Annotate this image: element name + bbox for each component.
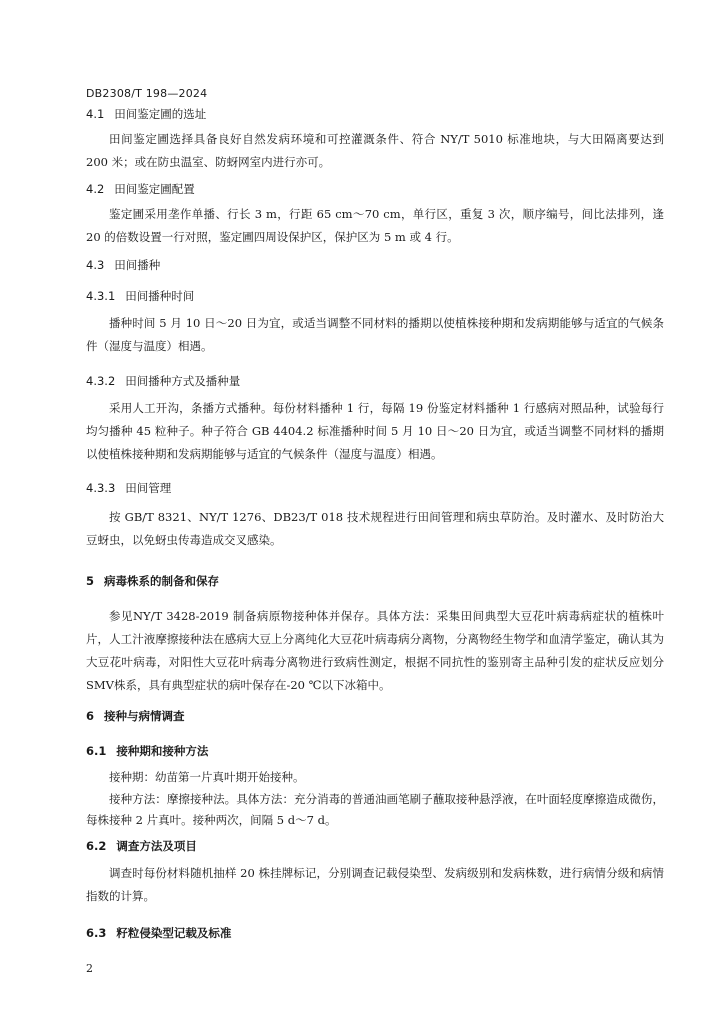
heading-6-2 [86, 838, 197, 854]
heading-4-1 [86, 106, 206, 122]
heading-number: 4.3.3 [86, 481, 116, 495]
heading-title: 田间播种方式及播种量 [125, 374, 241, 388]
heading-title: 接种期和接种方法 [116, 744, 209, 758]
heading-title: 接种与病情调查 [104, 709, 185, 723]
paragraph-6-1-period: 接种期：幼苗第一片真叶期开始接种。 [109, 770, 305, 784]
heading-5 [86, 573, 219, 589]
heading-number: 4.3.2 [86, 374, 116, 388]
heading-number: 6.2 [86, 839, 107, 853]
heading-6-1 [86, 743, 208, 759]
paragraph-5: 参见NY/T 3428-2019 制备病原物接种体并保存。具体方法：采集田间典型大豆花叶病毒病症状的植株叶片，人工汁液摩擦接种法在感病大豆上分离纯化大豆花叶病毒病分离物，分离物经生物学和血清学鉴定，确认其为大豆花叶病毒，对阳性大豆花叶病毒分离物进行致病性测定，根据不同抗性的鉴别寄主品种引发的症状反应划分SMV株系，具有典型症状的病叶保存在-20 ℃以下冰箱中。 [86, 609, 664, 692]
heading-number: 6 [86, 709, 95, 723]
document-code: DB2308/T 198—2024 [86, 87, 208, 100]
heading-number: 4.3.1 [86, 289, 116, 303]
paragraph-4-3-3: 按 GB/T 8321、NY/T 1276、DB23/T 018 技术规程进行田间管理和病虫草防治。及时灌水、及时防治大豆蚜虫，以免蚜虫传毒造成交叉感染。 [86, 510, 664, 547]
heading-title: 田间播种 [114, 258, 161, 272]
heading-title: 田间管理 [125, 481, 172, 495]
paragraph-6-2: 调查时每份材料随机抽样 20 株挂牌标记，分别调查记载侵染型、发病级别和发病株数，进行病情分级和病情指数的计算。 [86, 866, 664, 903]
heading-6-3 [86, 925, 231, 941]
paragraph-4-3-2: 采用人工开沟，条播方式播种。每份材料播种 1 行，每隔 19 份鉴定材料播种 1 行感病对照品种，试验每行均匀播种 45 粒种子。种子符合 GB 4404.2 标准播种时间 5 月 10 日～20 日为宜，或适当调整不同材料的播期以使植株接种期和发病期能够与适宜的气候条件（湿度与温度）相遇。 [86, 401, 664, 461]
paragraph-6-1-method: 接种方法：摩擦接种法。具体方法：充分消毒的普通油画笔刷子蘸取接种悬浮液，在叶面轻度摩擦造成微伤，每株接种 2 片真叶。接种两次，间隔 5 d～7 d。 [86, 792, 664, 827]
paragraph-4-2: 鉴定圃采用垄作单播、行长 3 m，行距 65 cm～70 cm，单行区，重复 3 次，顺序编号，间比法排列，逢 20 的倍数设置一行对照，鉴定圃四周设保护区，保护区为 5 m 或 4 行。 [86, 207, 664, 244]
heading-4-3 [86, 257, 160, 273]
heading-4-3-3 [86, 480, 171, 496]
paragraph-4-1: 田间鉴定圃选择具备良好自然发病环境和可控灌溉条件、符合 NY/T 5010 标准地块，与大田隔离要达到 200 米；或在防虫温室、防蚜网室内进行亦可。 [86, 132, 664, 169]
page-number: 2 [86, 962, 93, 975]
heading-number: 6.1 [86, 744, 107, 758]
heading-number: 4.3 [86, 258, 105, 272]
heading-number: 4.2 [86, 182, 105, 196]
heading-number: 6.3 [86, 926, 107, 940]
heading-4-3-2 [86, 373, 240, 389]
heading-6 [86, 708, 185, 724]
heading-number: 5 [86, 574, 95, 588]
heading-title: 田间播种时间 [125, 289, 195, 303]
heading-4-2 [86, 181, 195, 197]
heading-title: 籽粒侵染型记载及标准 [116, 926, 232, 940]
heading-number: 4.1 [86, 107, 105, 121]
heading-title: 调查方法及项目 [116, 839, 197, 853]
heading-title: 田间鉴定圃的选址 [114, 107, 207, 121]
heading-4-3-1 [86, 288, 194, 304]
paragraph-4-3-1: 播种时间 5 月 10 日～20 日为宜，或适当调整不同材料的播期以使植株接种期和发病期能够与适宜的气候条件（湿度与温度）相遇。 [86, 316, 664, 353]
heading-title: 病毒株系的制备和保存 [104, 574, 220, 588]
heading-title: 田间鉴定圃配置 [114, 182, 195, 196]
